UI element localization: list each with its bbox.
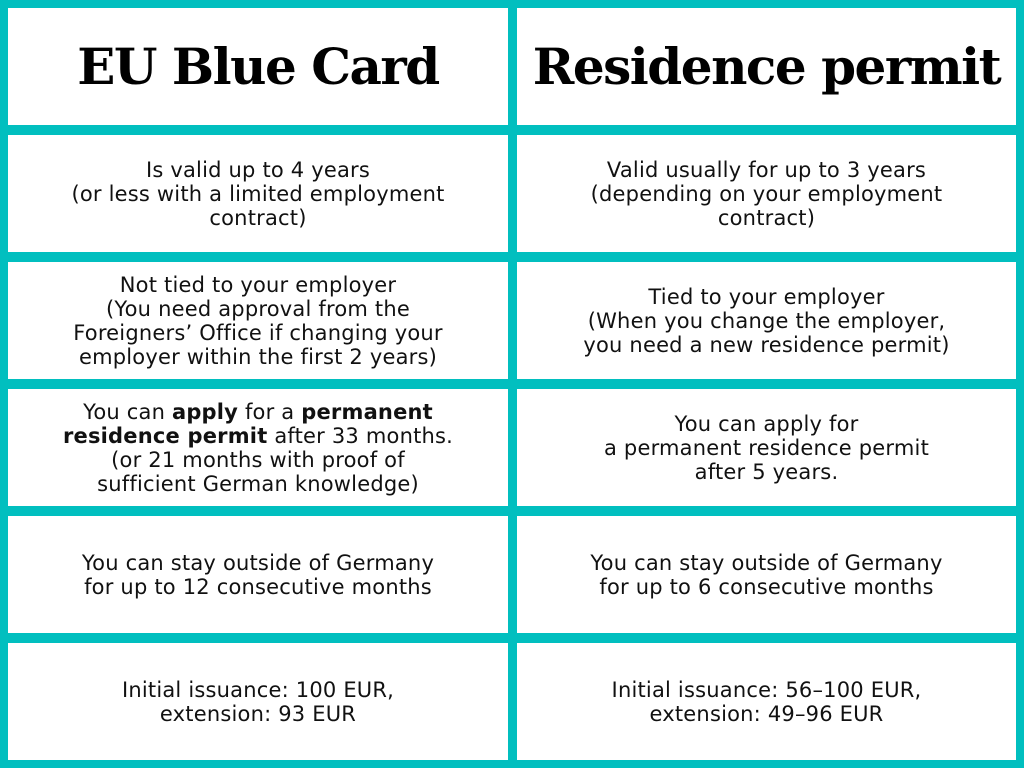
employer-residence-permit-text (583, 285, 949, 357)
stay-outside-residence-permit-cell (517, 516, 1016, 633)
text-line (63, 400, 453, 424)
fees-residence-permit-text (612, 678, 922, 726)
text-line: extension: 49–96 EUR (649, 701, 884, 726)
text-line: contract) (209, 205, 307, 230)
text-line: a permanent residence permit (603, 435, 930, 460)
text-line: Foreigners’ Office if changing your (73, 320, 443, 345)
validity-blue-card-cell (8, 135, 508, 252)
text-line: You can stay outside of Germany (81, 550, 435, 575)
text-line: Valid usually for up to 3 years (606, 157, 927, 182)
validity-residence-permit-text (591, 158, 943, 230)
text-line: sufficient German knowledge) (97, 471, 419, 496)
text-line: for up to 6 consecutive months (599, 574, 934, 599)
employer-blue-card-text (73, 273, 443, 369)
text-line: You can stay outside of Germany (590, 550, 943, 575)
header-blue-card: EU Blue Card (77, 37, 439, 96)
permanent-residence-residence-permit-cell (517, 389, 1016, 506)
text-line: (or less with a limited employment (71, 181, 445, 206)
employer-residence-permit-cell (517, 262, 1016, 379)
text-line: You can apply for (674, 411, 859, 436)
text-line: Tied to your employer (648, 284, 885, 309)
text-line: (or 21 months with proof of (111, 447, 405, 472)
validity-blue-card-text (71, 158, 444, 230)
text-fragment: after 33 months. (267, 423, 454, 448)
stay-outside-residence-permit-text (590, 551, 942, 599)
text-line: (depending on your employment (590, 181, 943, 206)
text-fragment: for a (238, 399, 302, 424)
emphasis-permanent: permanent (301, 399, 433, 424)
fees-residence-permit-cell (517, 643, 1016, 760)
text-line: contract) (717, 205, 816, 230)
fees-blue-card-text (122, 678, 394, 726)
stay-outside-blue-card-text (82, 551, 434, 599)
permanent-residence-blue-card-text (63, 400, 453, 496)
stay-outside-blue-card-cell (8, 516, 508, 633)
text-line: you need a new residence permit) (583, 332, 950, 357)
text-line (63, 424, 453, 448)
fees-blue-card-cell (8, 643, 508, 760)
emphasis-apply: apply (171, 399, 239, 424)
text-line: Is valid up to 4 years (145, 157, 371, 182)
permanent-residence-residence-permit-text (604, 412, 929, 484)
permanent-residence-blue-card-cell (8, 389, 508, 506)
employer-blue-card-cell (8, 262, 508, 379)
validity-residence-permit-cell (517, 135, 1016, 252)
text-line: Initial issuance: 56–100 EUR, (611, 677, 922, 702)
text-fragment: You can (83, 399, 172, 424)
text-line: after 5 years. (694, 459, 839, 484)
text-line: extension: 93 EUR (159, 701, 357, 726)
text-line: (When you change the employer, (587, 308, 946, 333)
header-residence-permit: Residence permit (532, 37, 1001, 96)
header-cell-residence-permit (517, 8, 1016, 125)
header-cell-blue-card (8, 8, 508, 125)
text-line: for up to 12 consecutive months (84, 574, 432, 599)
text-line: (You need approval from the (106, 296, 410, 321)
text-line: employer within the first 2 years) (78, 344, 438, 369)
text-line: Not tied to your employer (119, 272, 397, 297)
emphasis-residence-permit: residence permit (62, 423, 268, 448)
text-line: Initial issuance: 100 EUR, (121, 677, 395, 702)
